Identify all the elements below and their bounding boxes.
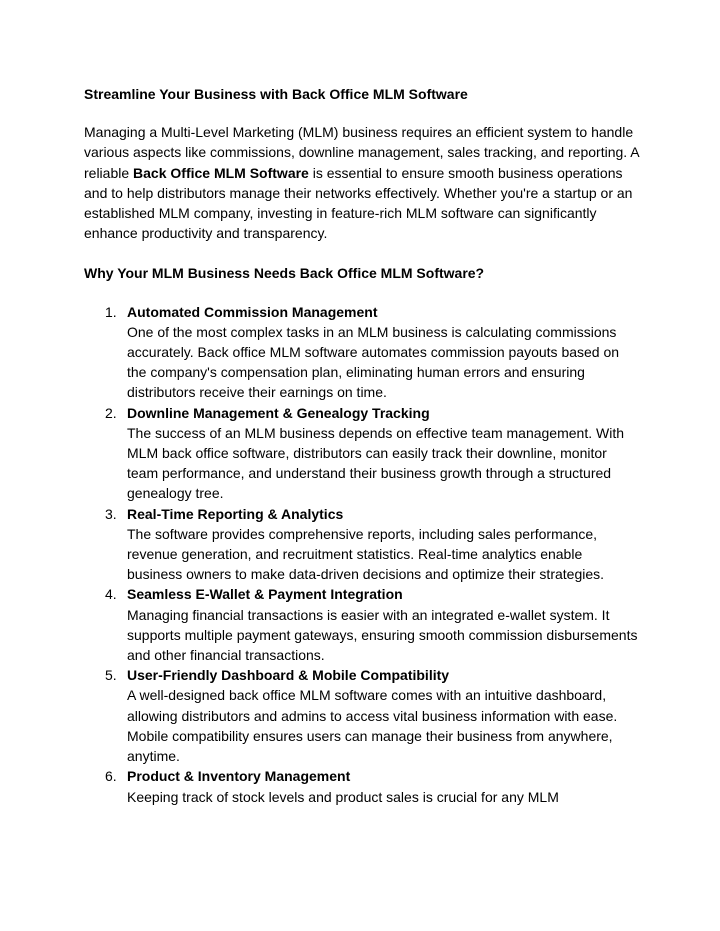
list-item (84, 665, 640, 766)
intro-bold-phrase: Back Office MLM Software (133, 164, 309, 181)
list-item (84, 766, 640, 806)
intro-text-before: Managing a Multi-Level Marketing (MLM) business requires an efficient system to handle various aspects like commissions, downline management, sales tracking, and reporting. A reliable (84, 124, 639, 181)
list-item-body: Keeping track of stock levels and product sales is crucial for any MLM (127, 788, 559, 805)
intro-text-after: is essential to ensure smooth business operations and to help distributors manage their networks effectively. Whether you're a startup or an established MLM company, investing in feature-rich MLM software can significantly enhance productivity and transparency. (84, 164, 633, 242)
list-item-heading: Seamless E-Wallet & Payment Integration (127, 586, 403, 603)
list-item-number: 2. (105, 404, 117, 421)
list-item-body: A well-designed back office MLM software comes with an intuitive dashboard, allowing distributors and admins to access vital business information with ease. Mobile compatibility ensures users can manage their business from anywhere, anytime. (127, 687, 618, 765)
list-item-heading: User-Friendly Dashboard & Mobile Compatibility (127, 667, 450, 684)
list-item-heading: Automated Commission Management (127, 303, 378, 320)
list-item (84, 584, 640, 665)
list-item-heading: Downline Management & Genealogy Tracking (127, 404, 430, 421)
list-item (84, 504, 640, 585)
benefits-list (84, 302, 640, 807)
document-title: Streamline Your Business with Back Office MLM Software (84, 86, 468, 102)
intro-paragraph (84, 122, 640, 243)
list-item-number: 1. (105, 303, 117, 320)
list-item-body: One of the most complex tasks in an MLM business is calculating commissions accurately. Back office MLM software automates commission payouts based on the company's compensation plan, eliminating human errors and ensuring distributors receive their earnings on time. (127, 323, 620, 401)
list-item-body: Managing financial transactions is easier with an integrated e-wallet system. It supports multiple payment gateways, ensuring smooth commission disbursements and other financial transactions. (127, 606, 638, 664)
list-item-number: 4. (105, 586, 117, 603)
list-item-body: The success of an MLM business depends on effective team management. With MLM back office software, distributors can easily track their downline, monitor team performance, and understand their business growth through a structured genealogy tree. (127, 424, 624, 502)
section-heading: Why Your MLM Business Needs Back Office MLM Software? (84, 265, 485, 282)
document-page (84, 84, 640, 807)
list-item-heading: Real-Time Reporting & Analytics (127, 505, 344, 522)
list-item-number: 6. (105, 768, 117, 785)
list-item-body: The software provides comprehensive reports, including sales performance, revenue generation, and recruitment statistics. Real-time analytics enable business owners to make data-driven decisions and optimize their strategies. (127, 525, 605, 583)
list-item (84, 403, 640, 504)
list-item (84, 302, 640, 403)
list-item-number: 3. (105, 505, 117, 522)
list-item-number: 5. (105, 667, 117, 684)
list-item-heading: Product & Inventory Management (127, 768, 351, 785)
